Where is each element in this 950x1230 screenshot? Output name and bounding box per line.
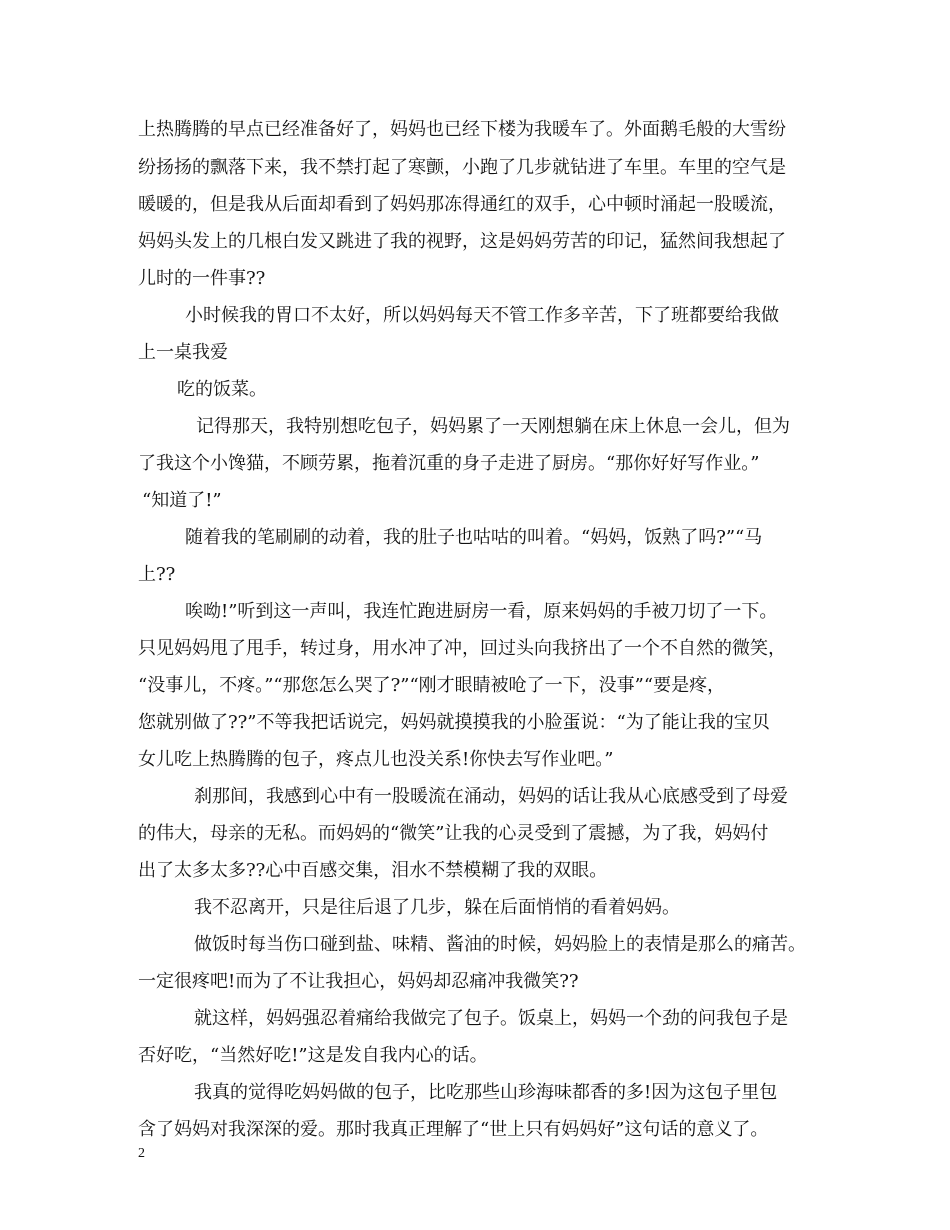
text-line: 我真的觉得吃妈妈做的包子，比吃那些山珍海味都香的多!因为这包子里包 xyxy=(194,1082,778,1103)
text-line: 儿时的一件事?? xyxy=(138,268,266,289)
text-line: “知道了!” xyxy=(142,490,222,511)
text-line: “没事儿，不疼。”“那您怎么哭了?”“刚才眼睛被呛了一下，没事”“要是疼， xyxy=(138,675,726,696)
text-line: 女儿吃上热腾腾的包子，疼点儿也没关系!你快去写作业吧。” xyxy=(138,749,614,770)
text-line: 吃的饭菜。 xyxy=(177,379,267,400)
text-line: 暖暖的，但是我从后面却看到了妈妈那冻得通红的双手，心中顿时涌起一股暖流， xyxy=(138,194,786,215)
text-line: 刹那间，我感到心中有一股暖流在涌动，妈妈的话让我从心底感受到了母爱 xyxy=(194,786,788,807)
text-line: 出了太多太多??心中百感交集，泪水不禁模糊了我的双眼。 xyxy=(138,860,608,881)
text-line: 记得那天，我特别想吃包子，妈妈累了一天刚想躺在床上休息一会儿，但为 xyxy=(196,416,790,437)
text-line: 含了妈妈对我深深的爱。那时我真正理解了“世上只有妈妈好”这句话的意义了。 xyxy=(138,1119,769,1140)
page-number: 2 xyxy=(138,1146,145,1161)
text-line: 一定很疼吧!而为了不让我担心，妈妈却忍痛冲我微笑?? xyxy=(138,971,579,992)
text-line: 的伟大，母亲的无私。而妈妈的“微笑”让我的心灵受到了震撼，为了我，妈妈付 xyxy=(138,823,769,844)
text-line: 随着我的笔刷刷的动着，我的肚子也咕咕的叫着。“妈妈，饭熟了吗?”“马 xyxy=(185,527,763,548)
text-line: 上?? xyxy=(138,564,176,585)
text-line: 您就别做了??”不等我把话说完，妈妈就摸摸我的小脸蛋说：“为了能让我的宝贝 xyxy=(138,712,770,733)
text-line: 否好吃，“当然好吃!”这是发自我内心的话。 xyxy=(138,1045,488,1066)
text-line: 纷扬扬的飘落下来，我不禁打起了寒颤，小跑了几步就钻进了车里。车里的空气是 xyxy=(138,157,786,178)
text-line: 了我这个小馋猫，不顾劳累，拖着沉重的身子走进了厨房。“那你好好写作业。” xyxy=(138,453,760,474)
text-line: 做饭时每当伤口碰到盐、味精、酱油的时候，妈妈脸上的表情是那么的痛苦。 xyxy=(194,934,806,955)
text-line: 唉呦!”听到这一声叫，我连忙跑进厨房一看，原来妈妈的手被刀切了一下。 xyxy=(185,601,778,622)
text-line: 上一桌我爱 xyxy=(138,342,228,363)
text-line: 我不忍离开，只是往后退了几步，躲在后面悄悄的看着妈妈。 xyxy=(194,897,680,918)
text-line: 小时候我的胃口不太好，所以妈妈每天不管工作多辛苦，下了班都要给我做 xyxy=(185,305,779,326)
text-line: 只见妈妈甩了甩手，转过身，用水冲了冲，回过头向我挤出了一个不自然的微笑， xyxy=(138,638,786,659)
text-line: 妈妈头发上的几根白发又跳进了我的视野，这是妈妈劳苦的印记，猛然间我想起了 xyxy=(138,231,786,252)
text-line: 就这样，妈妈强忍着痛给我做完了包子。饭桌上，妈妈一个劲的问我包子是 xyxy=(194,1008,788,1029)
text-line: 上热腾腾的早点已经准备好了，妈妈也已经下楼为我暖车了。外面鹅毛般的大雪纷 xyxy=(138,119,786,140)
